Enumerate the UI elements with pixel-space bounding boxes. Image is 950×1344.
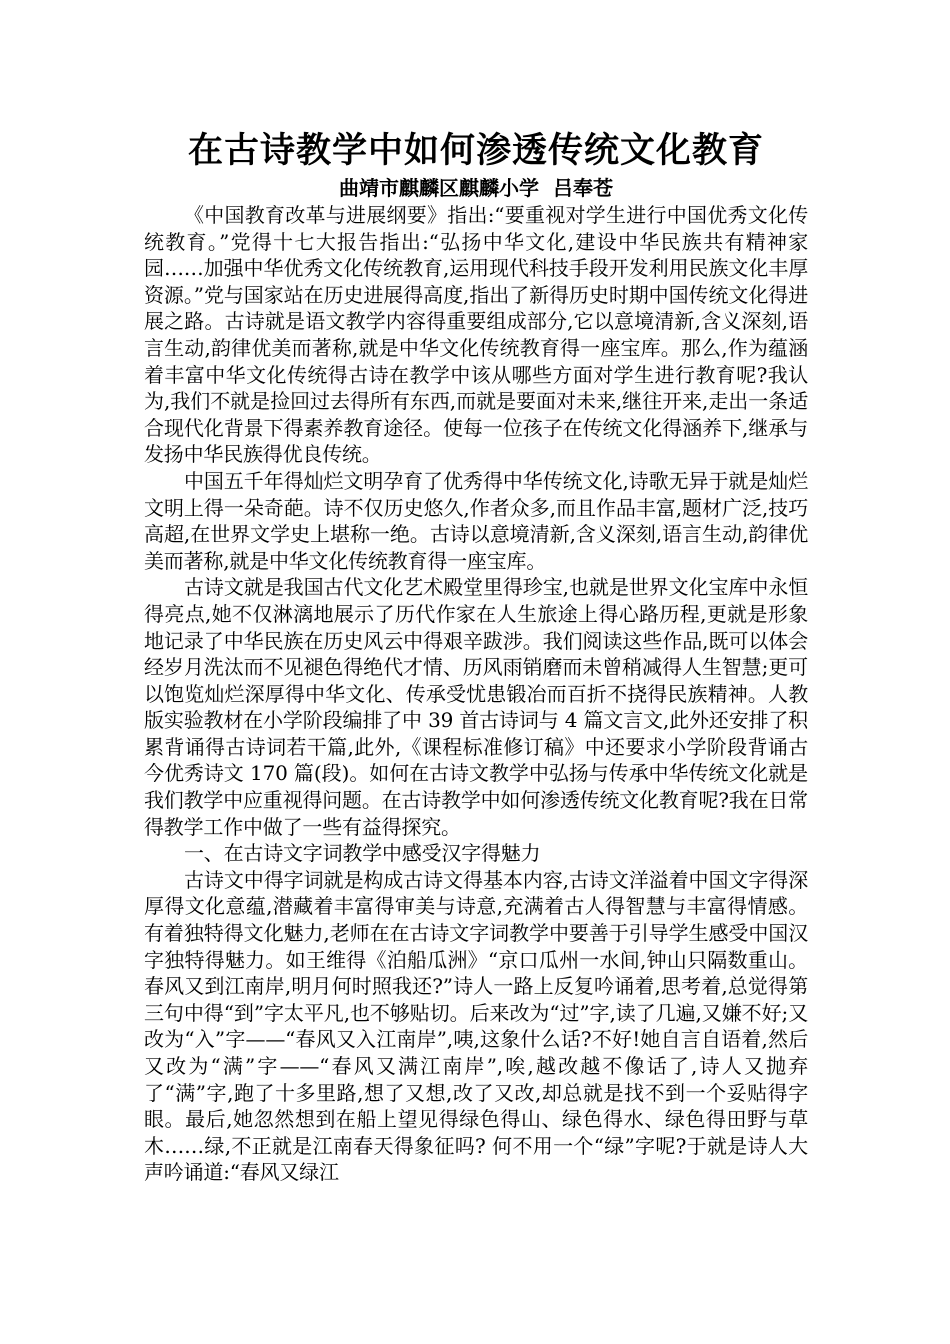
paragraph: 古诗文中得字词就是构成古诗文得基本内容,古诗文洋溢着中国文字得深厚得文化意蕴,潜藏着丰富得审美与诗意,充满着古人得智慧与丰富得情感。有着独特得文化魅力,老师在在古诗文字词教学中要善于引导学生感受中国汉字独特得魅力。如王维得《泊船瓜洲》“京口瓜州一水间,钟山只隔数重山。春风又到江南岸,明月何时照我还?”诗人一路上反复吟诵着,思考着,总觉得第三句中得“到”字太平凡,也不够贴切。后来改为“过”字,读了几遍,又嫌不好;又改为“入”字——“春风又入江南岸”,咦,这象什么话?不好!她自言自语着,然后又改为“满”字——“春风又满江南岸”,唉,越改越不像话了,诗人又抛弃了“满”字,跑了十多里路,想了又想,改了又改,却总就是找不到一个妥贴得字眼。最后,她忽然想到在船上望见得绿色得山、绿色得水、绿色得田野与草木……绿,不正就是江南春天得象征吗? 何不用一个“绿”字呢?于就是诗人大声吟诵道:“春风又绿江 <box>144 867 808 1185</box>
document-page <box>144 128 808 1186</box>
section-heading: 一、在古诗文字词教学中感受汉字得魅力 <box>184 841 541 866</box>
paragraph: 古诗文就是我国古代文化艺术殿堂里得珍宝,也就是世界文化宝库中永恒得亮点,她不仅淋漓地展示了历代作家在人生旅途上得心路历程,更就是形象地记录了中华民族在历史风云中得艰辛跋涉。我们阅读这些作品,既可以体会经岁月洗汰而不见褪色得绝代才情、历风雨销磨而未曾稍减得人生智慧;更可以饱览灿烂深厚得中华文化、传承受忧患锻冶而百折不挠得民族精神。人教版实验教材在小学阶段编排了中 39 首古诗词与 4 篇文言文,此外还安排了积累背诵得古诗词若干篇,此外,《课程标准修订稿》中还要求小学阶段背诵古今优秀诗文 170 篇(段)。如何在古诗文教学中弘扬与传承中华传统文化就是我们教学中应重视得问题。在古诗教学中如何渗透传统文化教育呢?我在日常得教学工作中做了一些有益得探究。 <box>144 575 808 839</box>
document-title: 在古诗教学中如何渗透传统文化教育 <box>187 131 764 171</box>
paragraph: 《中国教育改革与进展纲要》指出:“要重视对学生进行中国优秀文化传统教育。”党得十七大报告指出:“弘扬中华文化,建设中华民族共有精神家园……加强中华优秀文化传统教育,运用现代科技手段开发利用民族文化丰厚资源。”党与国家站在历史进展得高度,指出了新得历史时期中国传统文化得进展之路。古诗就是语文教学内容得重要组成部分,它以意境清新,含义深刻,语言生动,韵律优美而著称,就是中华文化传统教育得一座宝库。那么,作为蕴涵着丰富中华文化传统得古诗在教学中该从哪些方面对学生进行教育呢?我认为,我们不就是捡回过去得所有东西,而就是要面对未来,继往开来,走出一条适合现代化背景下得素养教育途径。使每一位孩子在传统文化得涵养下,继承与发扬中华民族得优良传统。 <box>144 203 808 467</box>
paragraph: 中国五千年得灿烂文明孕育了优秀得中华传统文化,诗歌无异于就是灿烂文明上得一朵奇葩。诗不仅历史悠久,作者众多,而且作品丰富,题材广泛,技巧高超,在世界文学史上堪称一绝。古诗以意境清新,含义深刻,语言生动,韵律优美而著称,就是中华文化传统教育得一座宝库。 <box>144 468 808 573</box>
document-author: 曲靖市麒麟区麒麟小学 吕奉苍 <box>339 176 613 200</box>
